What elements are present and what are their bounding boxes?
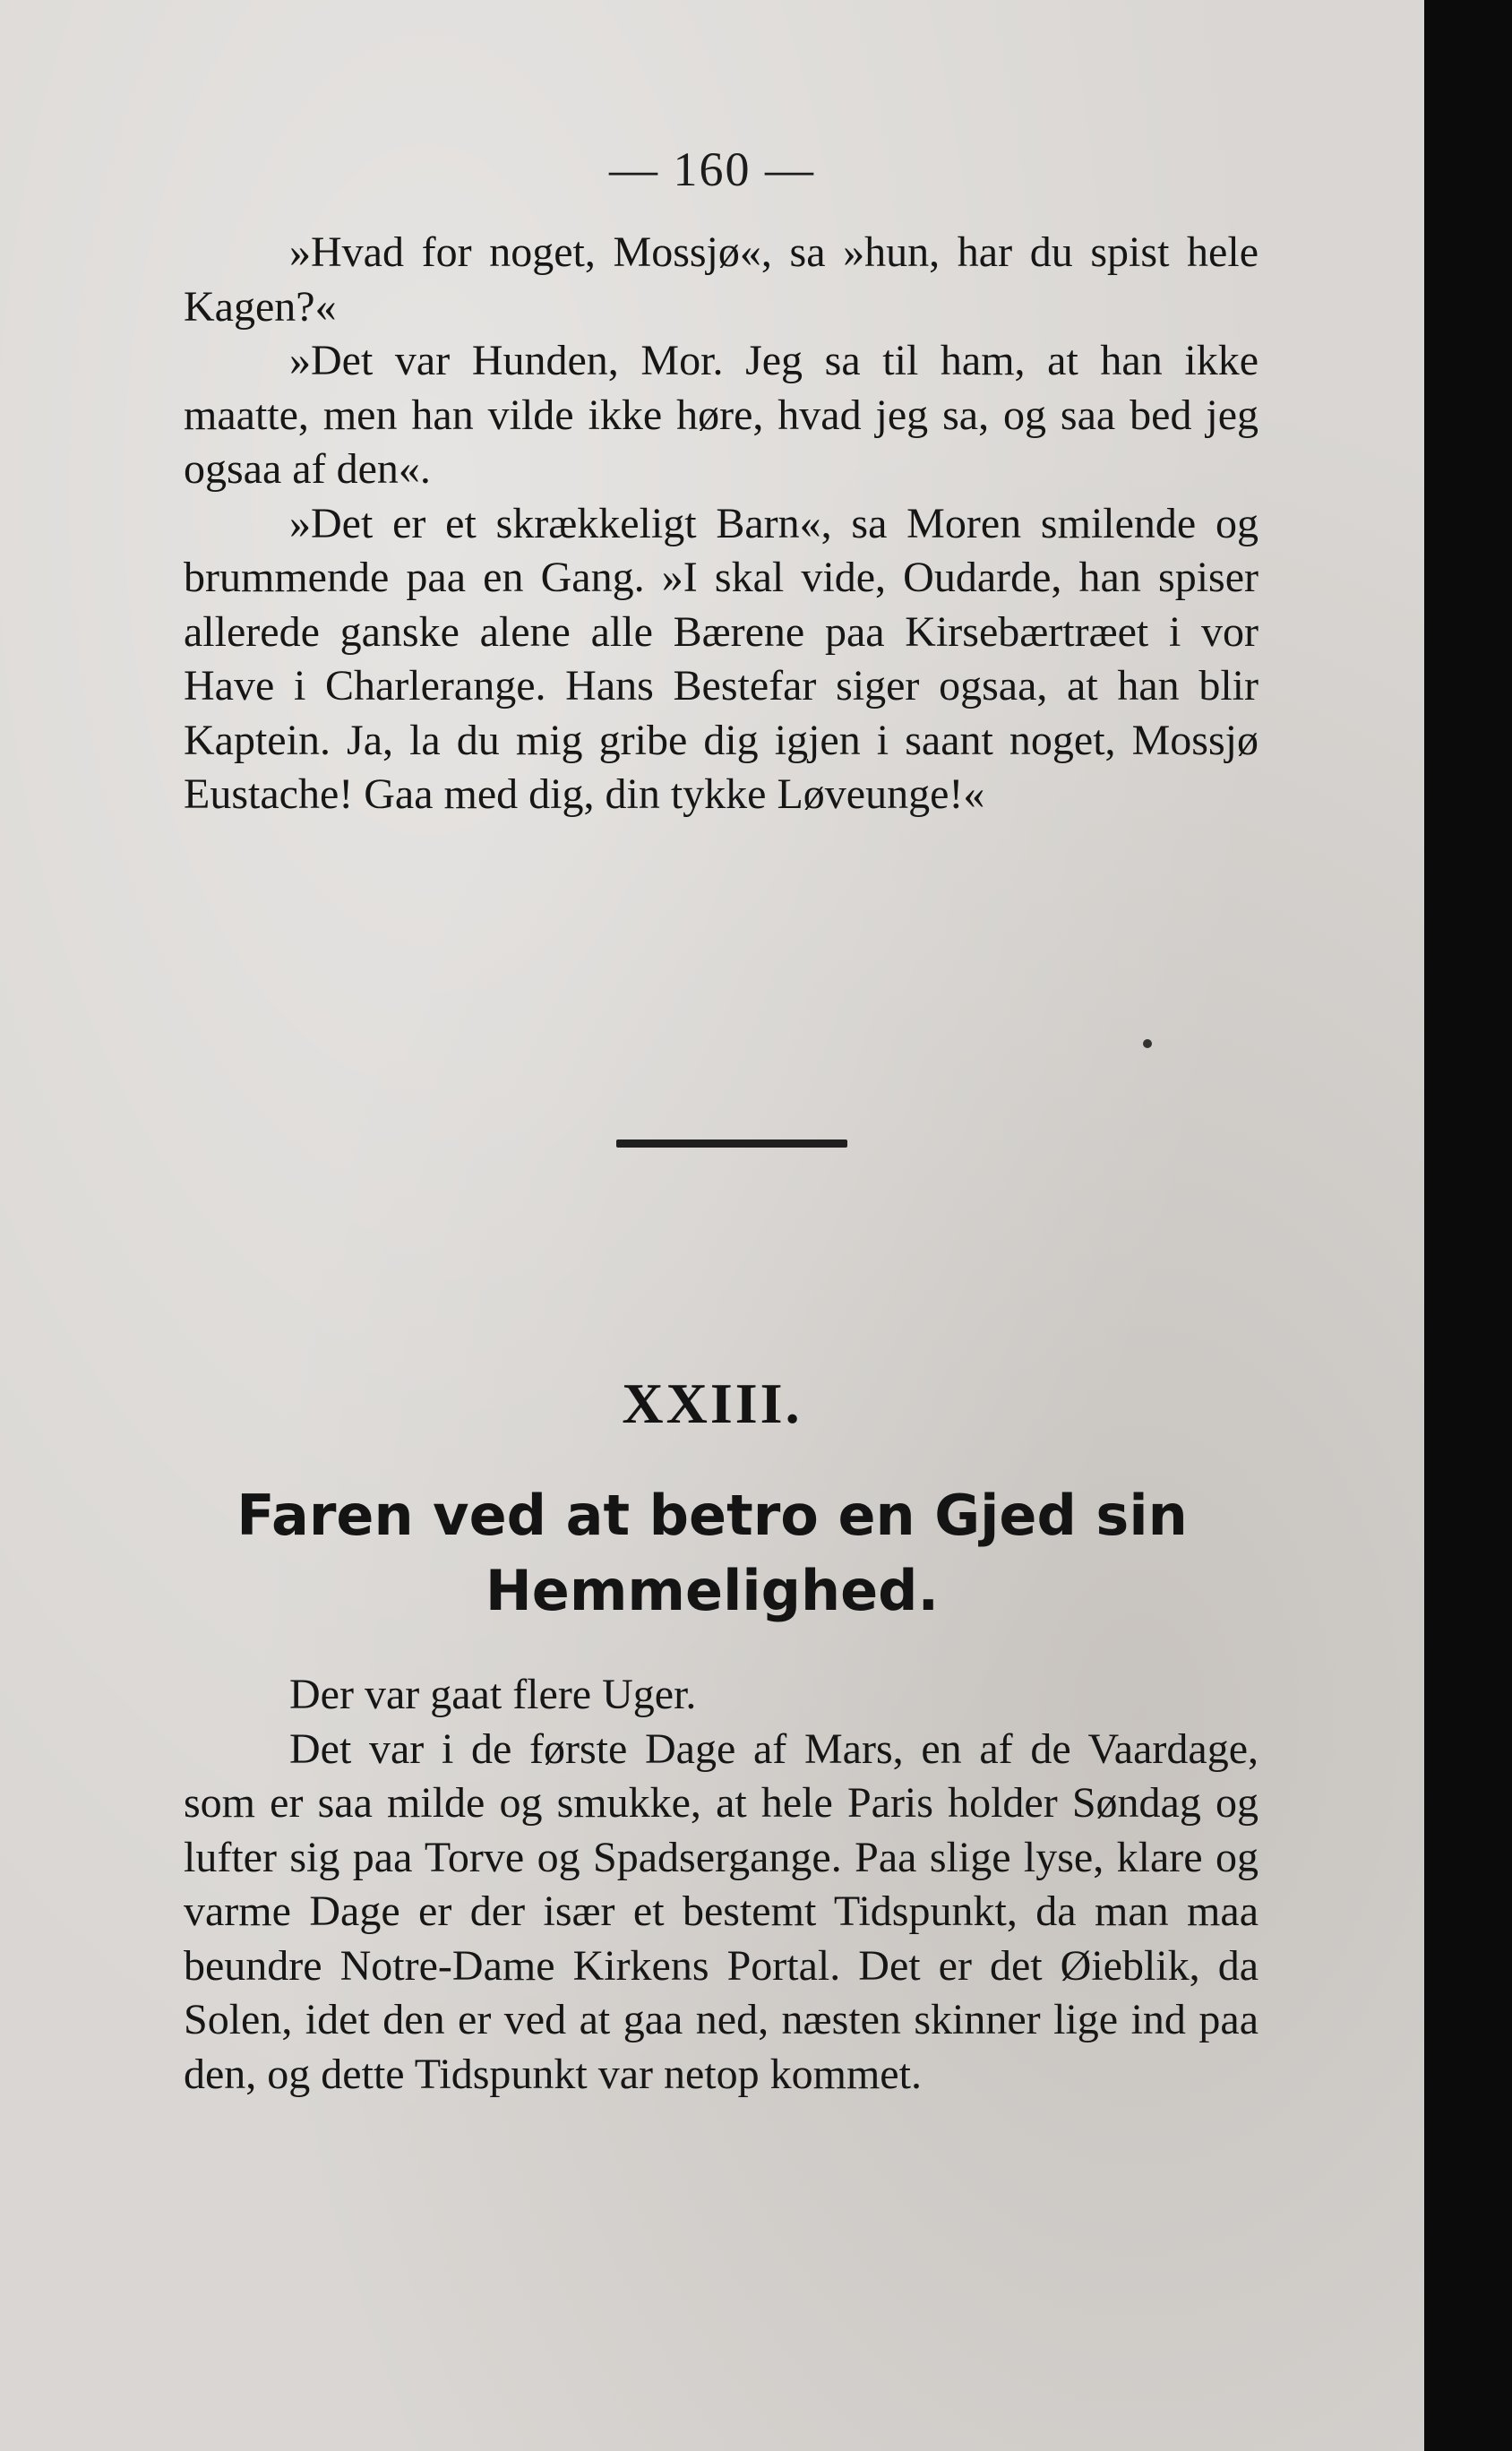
top-text-block	[184, 226, 1259, 822]
paragraph: »Det var Hunden, Mor. Jeg sa til ham, at han ikke maatte, men han vilde ikke høre, hvad jeg sa, og saa bed jeg ogsaa af den«.	[184, 337, 1259, 493]
chapter-title	[179, 1478, 1245, 1629]
page-number: — 160 —	[609, 142, 815, 196]
chapter-title-line-2: Hemmelighed.	[485, 1558, 940, 1623]
paragraph: Der var gaat flere Uger.	[289, 1671, 697, 1718]
paragraph: »Hvad for noget, Mossjø«, sa »hun, har du spist hele Kagen?«	[184, 228, 1259, 331]
ink-speck	[1143, 1039, 1152, 1048]
section-divider	[616, 1140, 847, 1148]
paragraph: Det var i de første Dage af Mars, en af de Vaardage, som er saa milde og smukke, at hele Paris holder Søndag og lufter sig paa Torve og Spadsergange. Paa slige lyse, klare og varme Dage er der især et bestemt Tidspunkt, da man maa beundre Notre-Dame Kirkens Portal. Det er det Øieblik, da Solen, idet den er ved at gaa ned, næsten skinner lige ind paa den, og dette Tidspunkt var netop kommet.	[184, 1724, 1259, 2098]
bottom-text-block	[184, 1668, 1259, 2102]
scan-background-edge	[1424, 0, 1512, 2451]
chapter-number: XXIII.	[622, 1372, 803, 1435]
paragraph: »Det er et skrækkeligt Barn«, sa Moren smilende og brummende paa en Gang. »I skal vide, Oudarde, han spiser allerede ganske alene alle Bærene paa Kirsebærtræet i vor Have i Charlerange. Hans Bestefar siger ogsaa, at han blir Kaptein. Ja, la du mig gribe dig igjen i saant noget, Mossjø Eustache! Gaa med dig, din tykke Løveunge!«	[184, 499, 1259, 818]
chapter-title-line-1: Faren ved at betro en Gjed sin	[236, 1483, 1188, 1548]
